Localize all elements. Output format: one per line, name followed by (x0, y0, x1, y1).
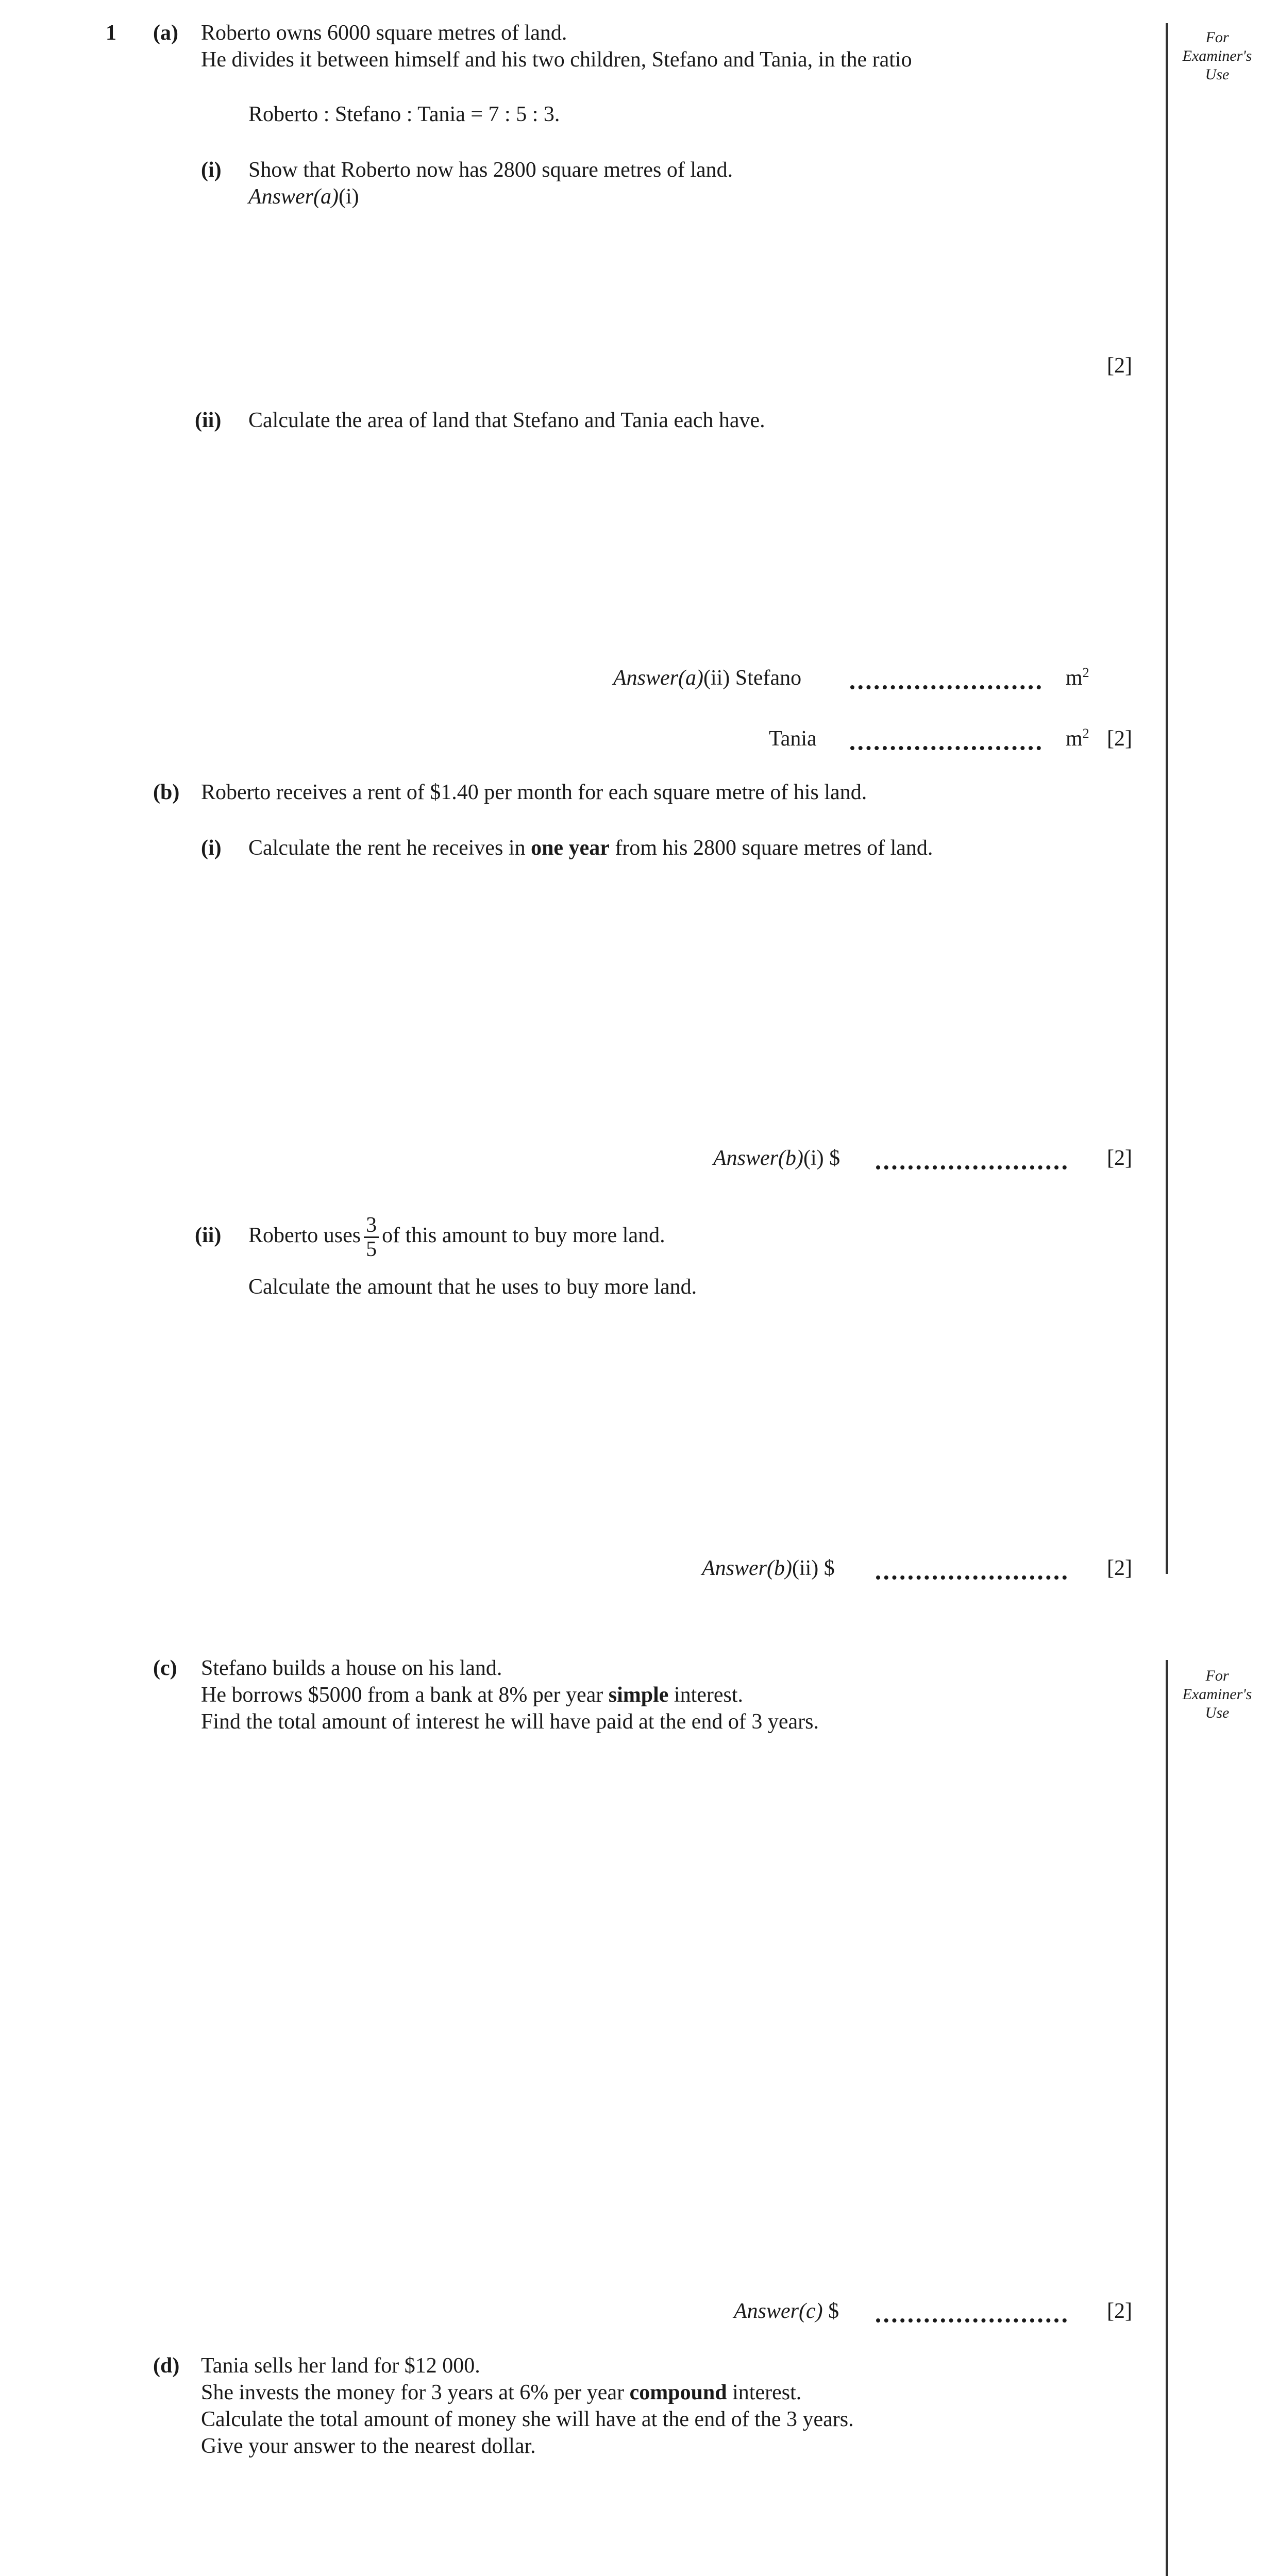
part-c-line2: He borrows $5000 from a bank at 8% per year simple interest. (201, 1683, 744, 1707)
part-a-line1: Roberto owns 6000 square metres of land. (201, 21, 567, 45)
part-d-line1: Tania sells her land for $12 000. (201, 2354, 480, 2378)
part-a-i-label: (i) (201, 158, 222, 182)
answer-b-i-label: Answer(b)(i) $ (713, 1146, 840, 1170)
mark-b-ii: [2] (1107, 1556, 1132, 1580)
unit-tania: $m^2$ (1066, 726, 1089, 751)
answer-line-b-ii[interactable] (876, 1555, 1067, 1586)
question-number: 1 (106, 21, 116, 45)
answer-line-b-i[interactable] (876, 1145, 1067, 1176)
part-a-line2: He divides it between himself and his two children, Stefano and Tania, in the ratio (201, 48, 912, 72)
mark-a-i: [2] (1107, 354, 1132, 378)
part-d-label: (d) (153, 2354, 180, 2378)
answer-line-stefano[interactable] (850, 665, 1041, 696)
examiner-margin-line-page2 (1166, 1660, 1168, 2576)
part-b-text: Roberto receives a rent of $1.40 per month for each square metre of his land. (201, 781, 867, 804)
examiner-use-label-page2: For Examiner's Use (1182, 1667, 1252, 1721)
mark-c: [2] (1107, 2299, 1132, 2323)
part-d-line4: Give your answer to the nearest dollar. (201, 2434, 536, 2458)
part-b-ii-text: Roberto uses $\frac{3}{5}$ of this amount to buy more land. (248, 1213, 665, 1261)
answer-line-tania[interactable] (850, 725, 1041, 757)
answer-a-ii-stefano-row: Answer(a)(ii) Stefano (613, 666, 802, 690)
part-b-ii-label: (ii) (195, 1224, 222, 1247)
mark-a-ii: [2] (1107, 727, 1132, 751)
answer-line-c[interactable] (876, 2298, 1067, 2329)
part-c-label: (c) (153, 1656, 177, 1680)
part-b-label: (b) (153, 781, 180, 804)
answer-a-i-label: Answer(a)(i) (248, 185, 359, 209)
ratio-statement: Roberto : Stefano : Tania = 7 : 5 : 3. (248, 103, 560, 126)
part-b-i-text: Calculate the rent he receives in one year from his 2800 square metres of land. (248, 836, 933, 860)
part-a-label: (a) (153, 21, 178, 45)
examiner-margin-line-page1 (1166, 23, 1168, 1574)
examiner-use-label-page1: For Examiner's Use (1182, 29, 1252, 83)
part-b-ii-text2: Calculate the amount that he uses to buy more land. (248, 1275, 697, 1299)
unit-stefano: $m^2$ (1066, 665, 1089, 690)
answer-a-ii-tania-label: Tania (769, 727, 817, 751)
part-c-line1: Stefano builds a house on his land. (201, 1656, 502, 1680)
fraction-three-fifths: $\frac{3}{5}$ (364, 1214, 379, 1261)
mark-b-i: [2] (1107, 1146, 1132, 1170)
part-b-i-label: (i) (201, 836, 222, 860)
part-a-ii-label: (ii) (195, 409, 222, 432)
part-a-ii-text: Calculate the area of land that Stefano and Tania each have. (248, 409, 765, 432)
part-d-line3: Calculate the total amount of money she will have at the end of the 3 years. (201, 2408, 854, 2431)
part-c-line3: Find the total amount of interest he will have paid at the end of 3 years. (201, 1710, 819, 1734)
part-d-line2: She invests the money for 3 years at 6% per year compound interest. (201, 2381, 802, 2404)
answer-b-ii-label: Answer(b)(ii) $ (702, 1556, 835, 1580)
answer-c-label: Answer(c) $ (734, 2299, 839, 2323)
part-a-i-text: Show that Roberto now has 2800 square metres of land. (248, 158, 733, 182)
